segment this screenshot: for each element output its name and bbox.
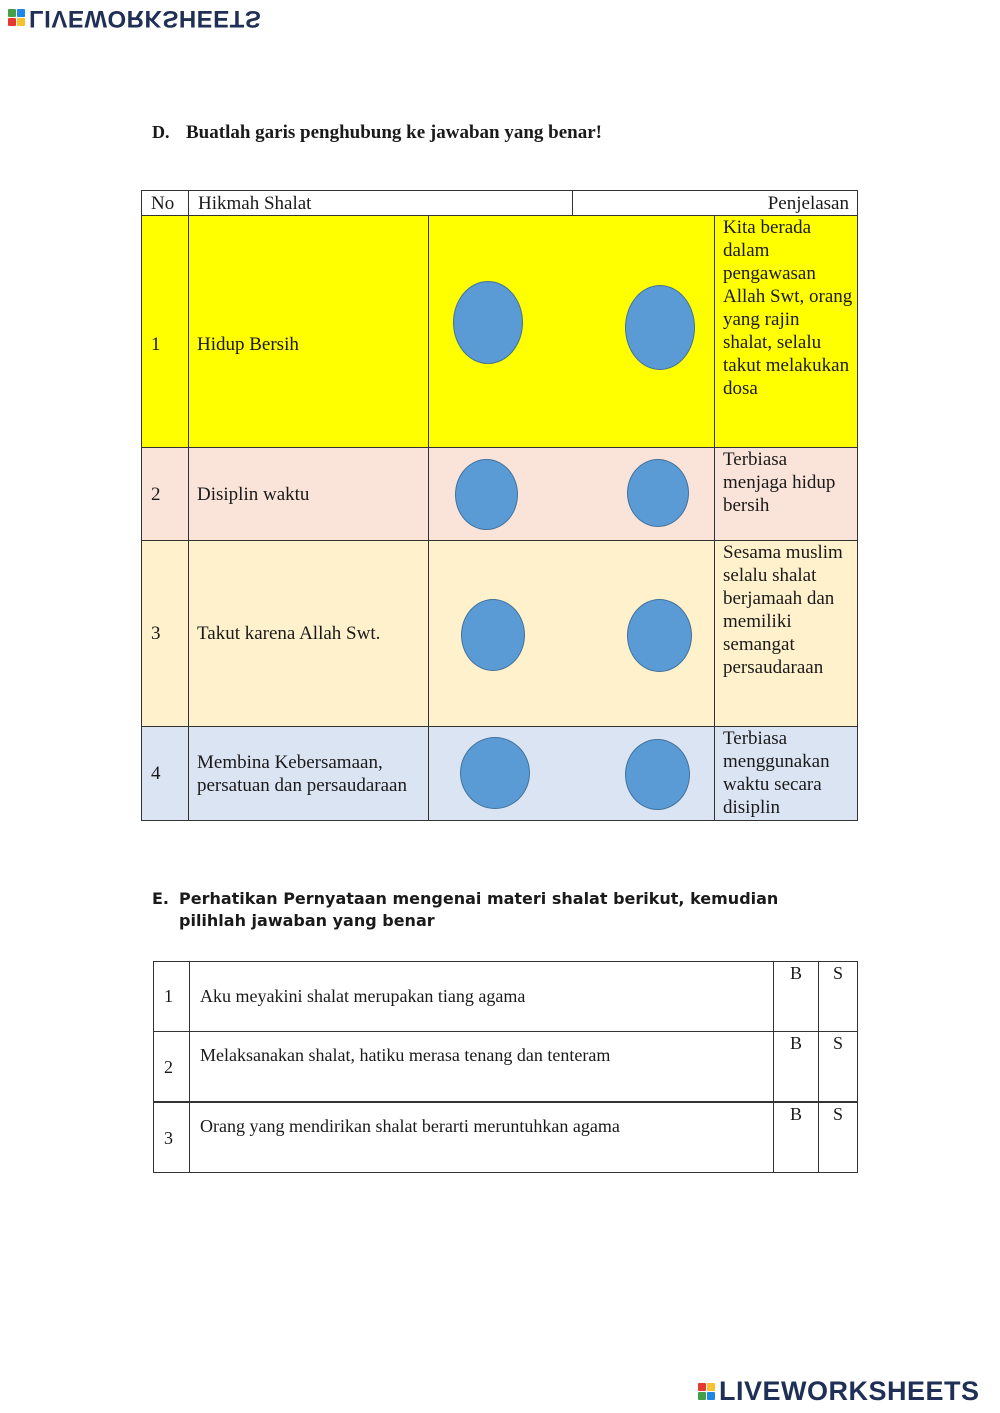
statement-text: Melaksanakan shalat, hatiku merasa tenang dan tenteram: [189, 1031, 774, 1102]
left-connector-circle[interactable]: [453, 281, 523, 364]
header-penjelasan: Penjelasan: [572, 190, 858, 216]
left-connector-circle[interactable]: [455, 459, 518, 530]
option-s[interactable]: S: [818, 961, 858, 1032]
section-e-heading: [152, 888, 778, 932]
section-d-number: D.: [152, 122, 170, 142]
header-hikmah: Hikmah Shalat: [188, 190, 573, 216]
statement-row: [153, 1031, 858, 1102]
matching-table: [141, 190, 858, 821]
option-b[interactable]: B: [773, 1102, 819, 1173]
matching-row: [141, 726, 858, 821]
matching-header-row: [141, 190, 858, 216]
penjelasan-text: Terbiasa menggunakan waktu secara disiplin: [714, 726, 858, 821]
liveworksheets-logo-bottom: [698, 1376, 980, 1407]
right-connector-circle[interactable]: [625, 285, 695, 370]
right-connector-circle[interactable]: [627, 459, 689, 527]
row-number: 2: [141, 447, 189, 541]
option-b[interactable]: B: [773, 961, 819, 1032]
header-no: No: [141, 190, 189, 216]
statement-row: [153, 961, 858, 1032]
row-number: 1: [141, 215, 189, 473]
logo-text: LIVEWORKSHEETS: [719, 1376, 980, 1406]
penjelasan-text: Terbiasa menjaga hidup bersih: [714, 447, 858, 541]
section-d-title: Buatlah garis penghubung ke jawaban yang benar!: [186, 122, 602, 143]
hikmah-label: Takut karena Allah Swt.: [188, 540, 429, 727]
statement-number: 2: [153, 1031, 190, 1102]
statement-number: 3: [153, 1102, 190, 1173]
liveworksheets-logo-top: [8, 4, 261, 32]
row-number: 3: [141, 540, 189, 727]
section-e-title-line1: Perhatikan Pernyataan mengenai materi shalat berikut, kemudian: [179, 889, 779, 908]
hikmah-label: Membina Kebersamaan, persatuan dan persaudaraan: [188, 726, 429, 821]
penjelasan-text: Sesama muslim selalu shalat berjamaah dan memiliki semangat persaudaraan: [714, 540, 858, 727]
matching-row: [141, 215, 858, 473]
option-s[interactable]: S: [818, 1102, 858, 1173]
statement-row: [153, 1102, 858, 1173]
left-connector-circle[interactable]: [461, 599, 525, 671]
hikmah-label: Hidup Bersih: [188, 215, 429, 473]
connector-area: [428, 540, 715, 727]
statement-text: Orang yang mendirikan shalat berarti meruntuhkan agama: [189, 1102, 774, 1173]
option-b[interactable]: B: [773, 1031, 819, 1102]
matching-row: [141, 540, 858, 727]
statement-number: 1: [153, 961, 190, 1032]
section-d-heading: [152, 122, 602, 144]
connector-area: [428, 215, 715, 473]
connector-area: [428, 447, 715, 541]
row-number: 4: [141, 726, 189, 821]
penjelasan-text: Kita berada dalam pengawasan Allah Swt, orang yang rajin shalat, selalu takut melakukan dosa: [714, 215, 858, 473]
right-connector-circle[interactable]: [627, 599, 692, 672]
right-connector-circle[interactable]: [625, 739, 690, 810]
connector-area: [428, 726, 715, 821]
hikmah-label: Disiplin waktu: [188, 447, 429, 541]
statement-text: Aku meyakini shalat merupakan tiang agama: [189, 961, 774, 1032]
section-e-title-line2: pilihlah jawaban yang benar: [179, 911, 435, 930]
matching-row: [141, 447, 858, 541]
left-connector-circle[interactable]: [460, 737, 530, 809]
option-s[interactable]: S: [818, 1031, 858, 1102]
logo-blocks-icon: [698, 1383, 715, 1400]
section-e-number: E.: [152, 889, 170, 908]
logo-blocks-icon: [8, 10, 25, 27]
logo-text: LIVEWORKSHEETS: [29, 5, 262, 32]
true-false-table: [153, 961, 858, 1173]
